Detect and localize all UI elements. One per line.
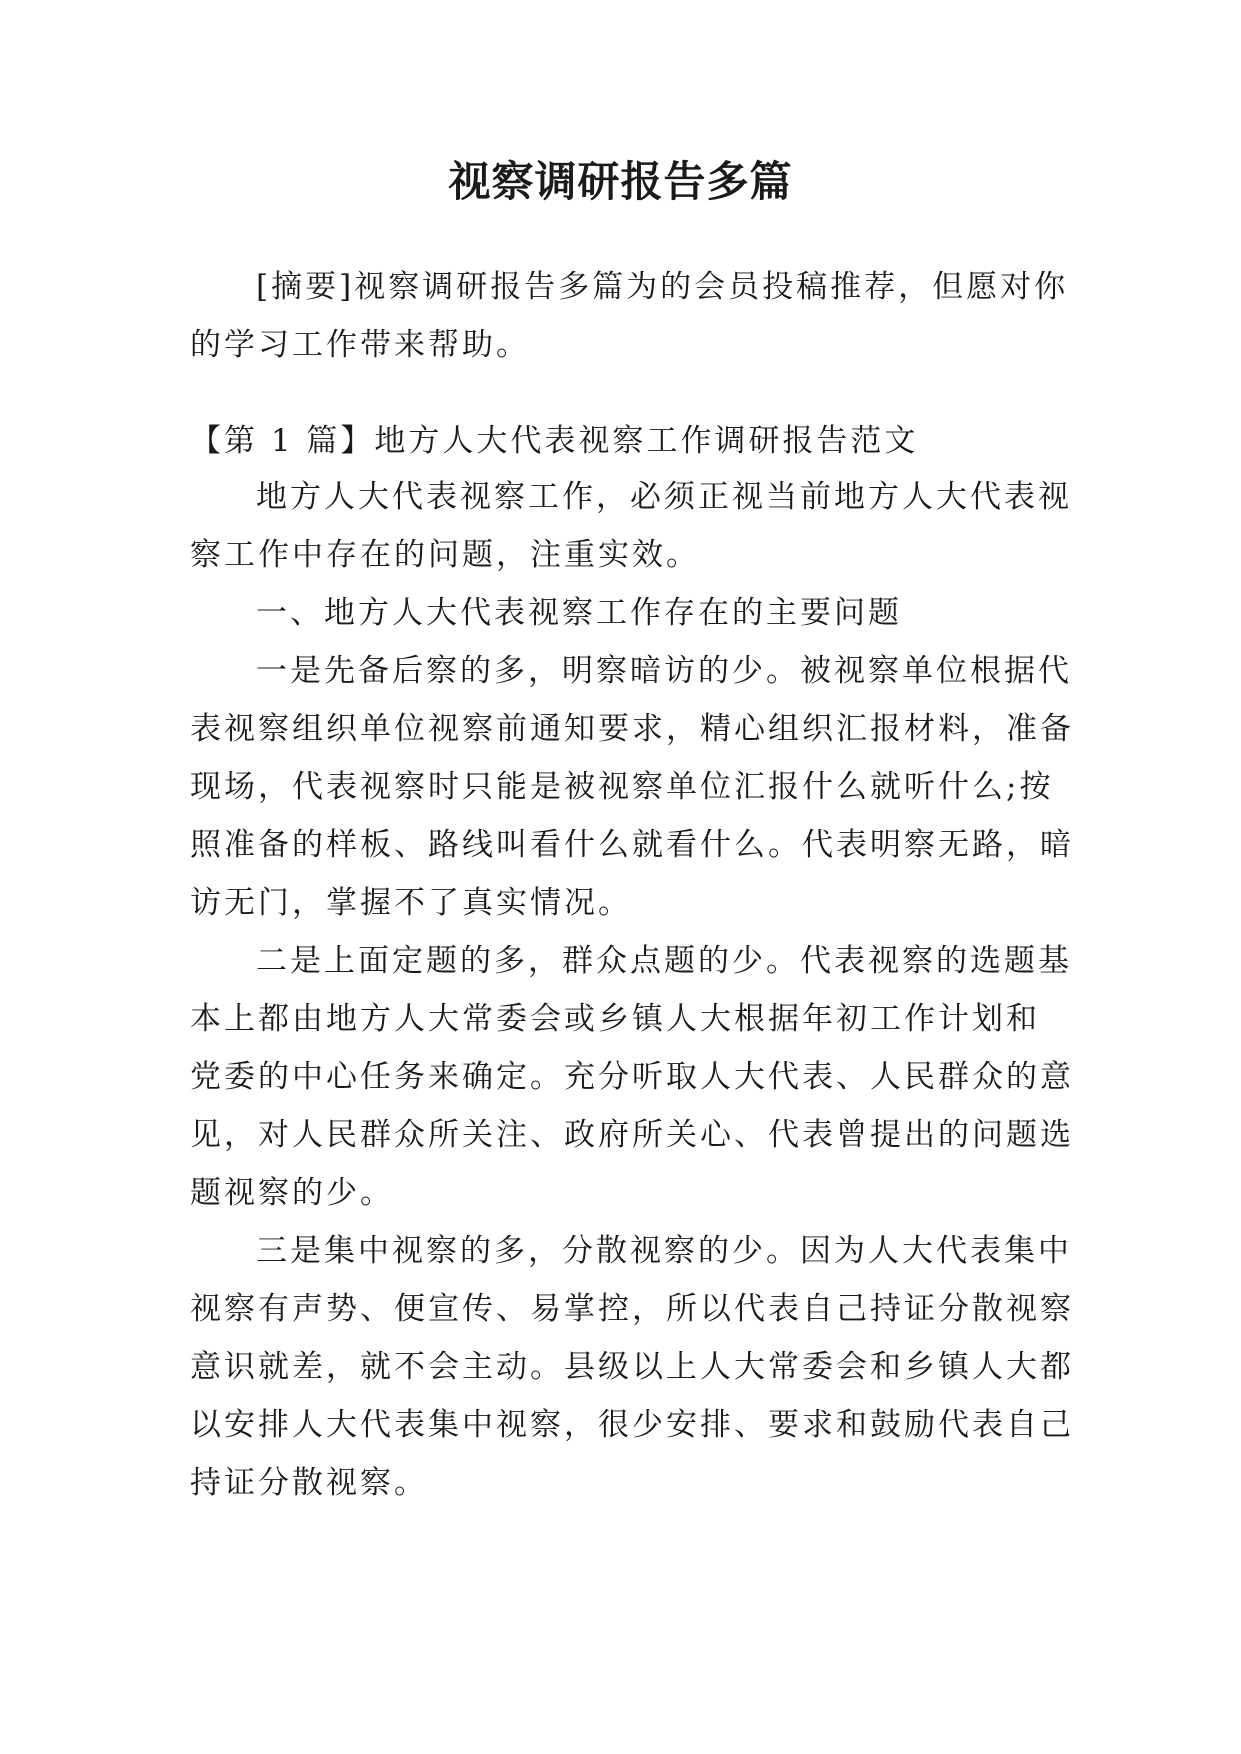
paragraph-line: 照准备的样板、路线叫看什么就看什么。代表明察无路，暗 (190, 827, 1074, 863)
abstract-line: [摘要]视察调研报告多篇为的会员投稿推荐，但愿对你 (256, 269, 1069, 305)
paragraph-line: 访无门，掌握不了真实情况。 (190, 885, 632, 921)
section-heading (190, 412, 1050, 470)
paragraph-line: 视察有声势、便宣传、易掌控，所以代表自己持证分散视察 (190, 1291, 1074, 1327)
paragraph-line: 持证分散视察。 (190, 1465, 428, 1501)
paragraph-line: 意识就差，就不会主动。县级以上人大常委会和乡镇人大都 (190, 1349, 1074, 1385)
body-paragraph-3 (190, 642, 1074, 932)
paragraph-line: 本上都由地方人大常委会或乡镇人大根据年初工作计划和 (190, 1001, 1040, 1037)
paragraph-line: 地方人大代表视察工作，必须正视当前地方人大代表视 (256, 479, 1072, 515)
paragraph-line: 一、地方人大代表视察工作存在的主要问题 (256, 595, 902, 631)
paragraph-line: 以安排人大代表集中视察，很少安排、要求和鼓励代表自己 (190, 1407, 1074, 1443)
abstract-paragraph (190, 258, 1069, 374)
paragraph-line: 题视察的少。 (190, 1175, 394, 1211)
paragraph-line: 一是先备后察的多，明察暗访的少。被视察单位根据代 (256, 653, 1072, 689)
paragraph-line: 察工作中存在的问题，注重实效。 (190, 537, 700, 573)
body-paragraph-1 (190, 468, 1072, 584)
paragraph-line: 见，对人民群众所关注、政府所关心、代表曾提出的问题选 (190, 1117, 1074, 1153)
body-paragraph-5 (190, 1222, 1074, 1512)
abstract-line: 的学习工作带来帮助。 (190, 327, 530, 363)
paragraph-line: 二是上面定题的多，群众点题的少。代表视察的选题基 (256, 943, 1072, 979)
section-heading-text: 【第 1 篇】地方人大代表视察工作调研报告范文 (190, 423, 919, 459)
paragraph-line: 现场，代表视察时只能是被视察单位汇报什么就听什么;按 (190, 769, 1054, 805)
document-title: 视察调研报告多篇 (448, 157, 793, 206)
body-paragraph-4 (190, 932, 1074, 1222)
paragraph-line: 三是集中视察的多，分散视察的少。因为人大代表集中 (256, 1233, 1072, 1269)
paragraph-line: 表视察组织单位视察前通知要求，精心组织汇报材料，准备 (190, 711, 1074, 747)
paragraph-line: 党委的中心任务来确定。充分听取人大代表、人民群众的意 (190, 1059, 1074, 1095)
body-paragraph-2 (190, 584, 1050, 642)
